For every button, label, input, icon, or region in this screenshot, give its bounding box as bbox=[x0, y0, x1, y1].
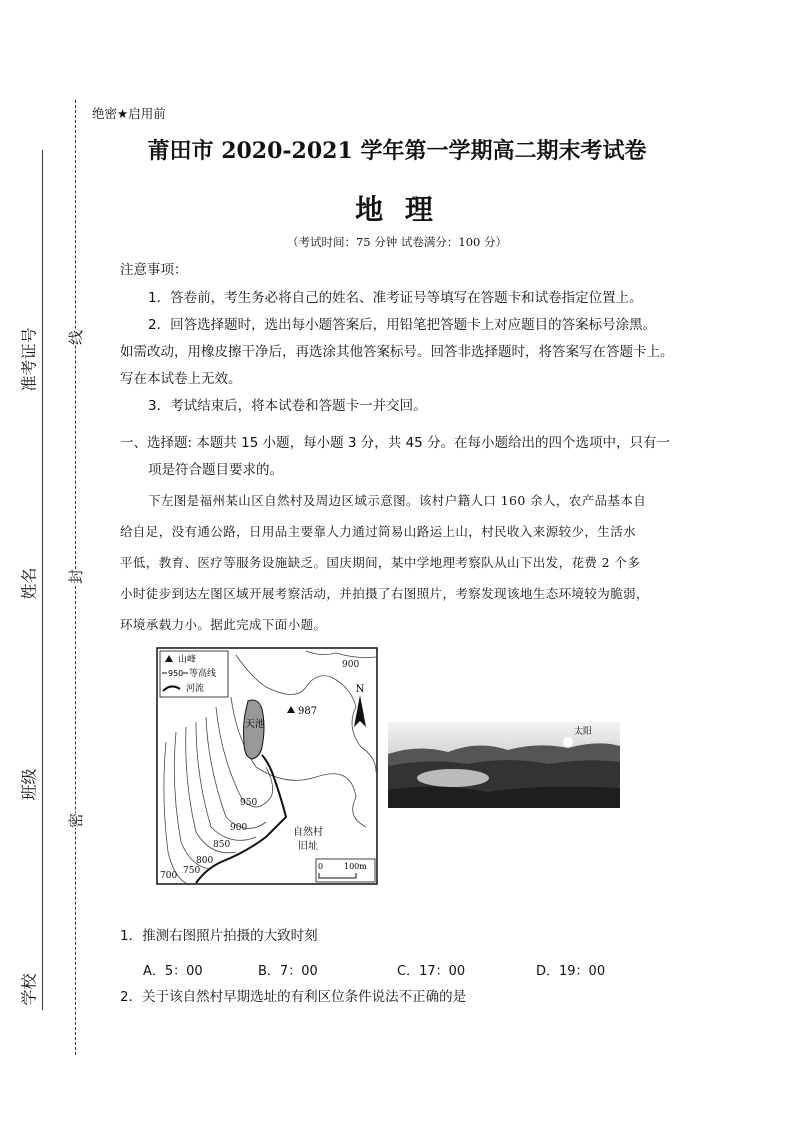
scale-100m: 100m bbox=[344, 862, 367, 871]
contour-label-700: 700 bbox=[160, 871, 178, 881]
contour-label-850: 850 bbox=[213, 840, 231, 850]
lake-in-photo bbox=[417, 769, 489, 787]
q1-option-d[interactable]: D．19：00 bbox=[536, 964, 606, 979]
section-1-heading-cont: 项是符合题目要求的。 bbox=[148, 462, 283, 478]
village-label-2: 旧址 bbox=[298, 841, 318, 852]
subject-title: 地 理 bbox=[355, 193, 439, 226]
q1-option-c[interactable]: C．17：00 bbox=[397, 964, 466, 979]
legend-river: 河流 bbox=[186, 684, 205, 694]
notice-item-1: 1．答卷前，考生务必将自己的姓名、准考证号等填写在答题卡和试卷指定位置上。 bbox=[148, 290, 643, 306]
legend-peak: 山峰 bbox=[178, 655, 197, 665]
q1-stem: 1．推测右图照片拍摄的大致时刻 bbox=[120, 928, 318, 944]
notice-item-2a: 2．回答选择题时，选出每小题答案后，用铅笔把答题卡上对应题目的答案标号涂黑。 bbox=[148, 317, 657, 333]
north-label: N bbox=[355, 684, 365, 695]
q2-stem: 2．关于该自然村早期选址的有利区位条件说法不正确的是 bbox=[120, 989, 467, 1005]
contour-label-950: 950 bbox=[240, 798, 258, 808]
binding-label-exam-id: 准考证号 bbox=[19, 327, 39, 392]
seal-char-feng: 封 bbox=[67, 568, 86, 585]
sun-label: 太阳 bbox=[574, 727, 593, 737]
legend-contour: 等高线 bbox=[189, 669, 217, 679]
binding-label-name: 姓名 bbox=[19, 567, 39, 600]
seal-char-mi: 密 bbox=[67, 812, 86, 829]
passage-line-2: 给自足，没有通公路，日用品主要靠人力通过简易山路运上山，村民收入来源较少，生活水 bbox=[120, 524, 637, 539]
legend-contour-value: 950 bbox=[168, 669, 184, 678]
scale-zero: 0 bbox=[318, 862, 324, 871]
notice-item-3: 3．考试结束后，将本试卷和答题卡一并交回。 bbox=[148, 398, 427, 414]
exam-title: 莆田市 2020-2021 学年第一学期高二期末考试卷 bbox=[147, 138, 647, 164]
passage-line-5: 环境承载力小。据此完成下面小题。 bbox=[120, 617, 327, 632]
section-1-heading: 一、选择题: 本题共 15 小题，每小题 3 分，共 45 分。在每小题给出的四个选项中，只有一 bbox=[120, 435, 671, 451]
binding-label-class: 班级 bbox=[19, 768, 39, 801]
passage-line-1: 下左图是福州某山区自然村及周边区域示意图。该村户籍人口 160 余人，农产品基本自 bbox=[148, 493, 647, 508]
q1-option-b[interactable]: B．7：00 bbox=[258, 964, 318, 979]
q1-option-a[interactable]: A．5：00 bbox=[143, 964, 203, 979]
sun-icon bbox=[563, 737, 573, 747]
contour-map bbox=[156, 647, 378, 885]
peak-elevation: 987 bbox=[298, 706, 318, 717]
exam-info: （考试时间：75 分钟 试卷满分：100 分） bbox=[286, 235, 508, 249]
passage-line-3: 平低，教育、医疗等服务设施缺乏。国庆期间，某中学地理考察队从山下出发，花费 2 个多 bbox=[120, 555, 641, 570]
secret-label: 绝密★启用前 bbox=[92, 106, 166, 121]
binding-line-solid bbox=[42, 150, 43, 1010]
lake-label-1: 天池 bbox=[245, 719, 265, 730]
contour-label-900: 900 bbox=[230, 823, 248, 833]
notice-item-2c: 写在本试卷上无效。 bbox=[120, 371, 242, 387]
contour-label-900-top: 900 bbox=[342, 660, 360, 670]
contour-label-750: 750 bbox=[183, 866, 201, 876]
village-label-1: 自然村 bbox=[293, 827, 323, 838]
landscape-photo bbox=[388, 722, 620, 808]
notice-heading: 注意事项： bbox=[120, 262, 188, 278]
notice-item-2b: 如需改动，用橡皮擦干净后，再选涂其他答案标号。回答非选择题时，将答案写在答题卡上。 bbox=[120, 344, 674, 360]
passage-line-4: 小时徒步到达左图区域开展考察活动，并拍摄了右图照片，考察发现该地生态环境较为脆弱， bbox=[120, 586, 649, 601]
contour-label-800: 800 bbox=[196, 856, 214, 866]
seal-char-xian: 线 bbox=[67, 329, 86, 346]
binding-label-school: 学校 bbox=[19, 973, 39, 1006]
